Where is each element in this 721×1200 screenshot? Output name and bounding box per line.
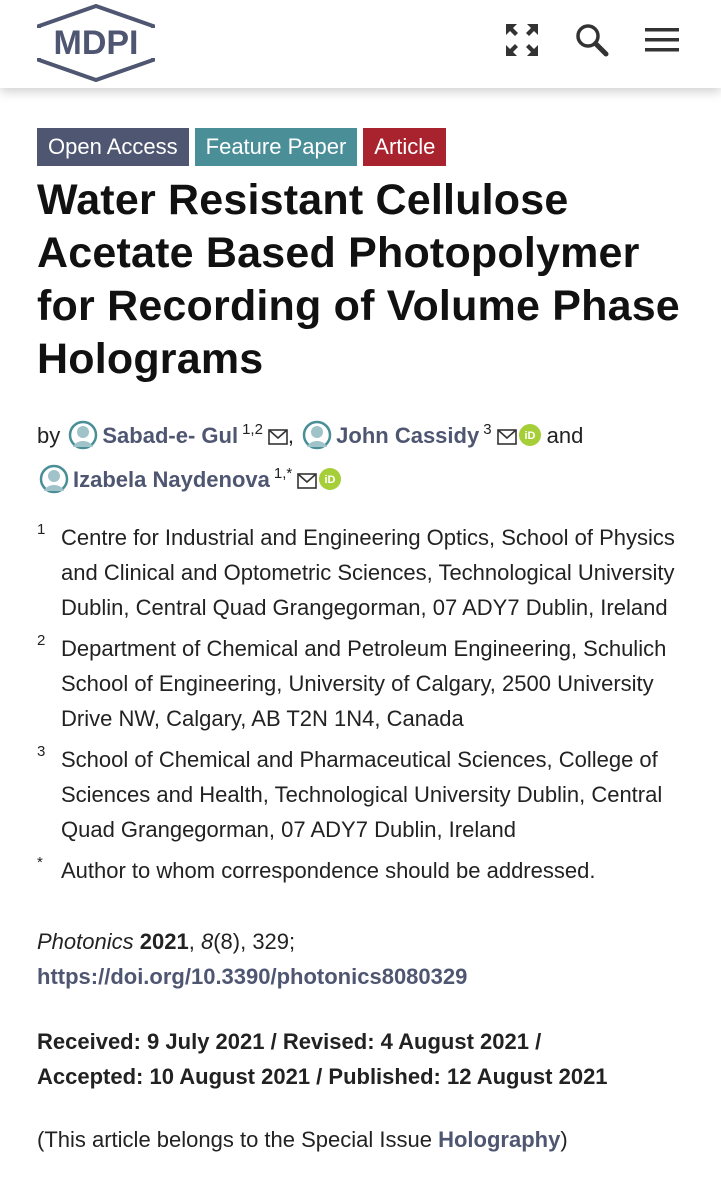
affiliation-item xyxy=(37,742,687,847)
affiliation-item xyxy=(37,520,687,625)
menu-icon[interactable] xyxy=(642,20,682,60)
article-badges xyxy=(37,128,687,166)
dates-line-2: Accepted: 10 August 2021 / Published: 12 August 2021 xyxy=(37,1064,608,1089)
top-bar xyxy=(0,0,721,88)
svg-text:iD: iD xyxy=(324,474,336,486)
dates-line-1: Received: 9 July 2021 / Revised: 4 August 2021 / xyxy=(37,1029,542,1054)
citation: Photonics 2021, 8(8), 329; https://doi.org/10.3390/photonics8080329 xyxy=(37,929,468,989)
affiliation-number: 1 xyxy=(37,521,46,538)
affiliation-item xyxy=(37,631,687,736)
mdpi-logo[interactable] xyxy=(36,4,156,82)
special-issue-note xyxy=(37,1122,687,1157)
citation-year: 2021 xyxy=(139,929,189,954)
email-icon[interactable] xyxy=(268,420,288,455)
affiliation-text: Centre for Industrial and Engineering Optics, School of Physics and Clinical and Optometric Sciences, Technological University Dublin, Central Quad Grangegorman, 07 ADY7 Dublin, Ireland xyxy=(61,525,675,620)
author-affiliation-sup: 1,* xyxy=(273,465,293,482)
author-avatar-icon xyxy=(302,420,332,450)
special-issue-prefix: (This article belongs to the Special Issue xyxy=(37,1127,439,1152)
author-avatar-icon xyxy=(68,420,98,450)
open-access-badge[interactable]: Open Access xyxy=(37,128,189,166)
author-affiliation-sup: 1,2 xyxy=(242,421,263,438)
email-icon[interactable] xyxy=(297,464,317,499)
affiliation-number: * xyxy=(37,854,43,871)
affiliation-number: 2 xyxy=(37,632,46,649)
citation-volume: 8 xyxy=(200,929,214,954)
journal-name: Photonics xyxy=(37,929,134,954)
orcid-icon[interactable] xyxy=(319,465,341,500)
special-issue-suffix: ) xyxy=(560,1127,568,1152)
article-type-badge: Article xyxy=(363,128,446,166)
affiliation-text: School of Chemical and Pharmaceutical Sciences, College of Sciences and Health, Technological University Dublin, Central Quad Grangegorman, 07 ADY7 Dublin, Ireland xyxy=(61,747,663,842)
email-icon[interactable] xyxy=(497,420,517,455)
fullscreen-icon[interactable] xyxy=(502,20,542,60)
by-label: by xyxy=(37,423,61,448)
author-name-link[interactable]: Izabela Naydenova xyxy=(73,467,270,492)
affiliation-text: Department of Chemical and Petroleum Engineering, Schulich School of Engineering, University of Calgary, 2500 University Drive NW, Calgary, AB T2N 1N4, Canada xyxy=(61,636,667,731)
and-label: and xyxy=(546,423,584,448)
author-avatar-icon xyxy=(39,464,69,494)
logo-text: MDPI xyxy=(53,24,139,62)
author-name-link[interactable]: Sabad-e- Gul xyxy=(102,423,239,448)
doi-link[interactable]: https://doi.org/10.3390/photonics8080329 xyxy=(37,964,468,989)
author-affiliation-sup: 3 xyxy=(483,421,492,438)
affiliation-list xyxy=(37,520,687,888)
author-name-link[interactable]: John Cassidy xyxy=(336,423,480,448)
article-title: Water Resistant Cellulose Acetate Based Photopolymer for Recording of Volume Phase Holograms xyxy=(37,176,680,383)
affiliation-item xyxy=(37,853,687,888)
publication-dates xyxy=(37,1024,687,1094)
citation-pages: 329; xyxy=(252,929,296,954)
search-icon[interactable] xyxy=(572,20,612,60)
author-list: by Sabad-e- Gul $^{1,2}$ , John Cassidy $^3$ iD and Izabela Naydenova $^{1,*}$ iD xyxy=(37,412,687,500)
affiliation-text: Author to whom correspondence should be addressed. xyxy=(61,858,596,883)
feature-paper-badge[interactable]: Feature Paper xyxy=(195,128,358,166)
special-issue-link[interactable]: Holography xyxy=(438,1127,561,1152)
orcid-icon[interactable] xyxy=(519,421,541,456)
affiliation-number: 3 xyxy=(37,743,46,760)
citation-issue: (8) xyxy=(213,929,241,954)
svg-text:iD: iD xyxy=(524,430,536,442)
article-header xyxy=(37,128,687,1157)
